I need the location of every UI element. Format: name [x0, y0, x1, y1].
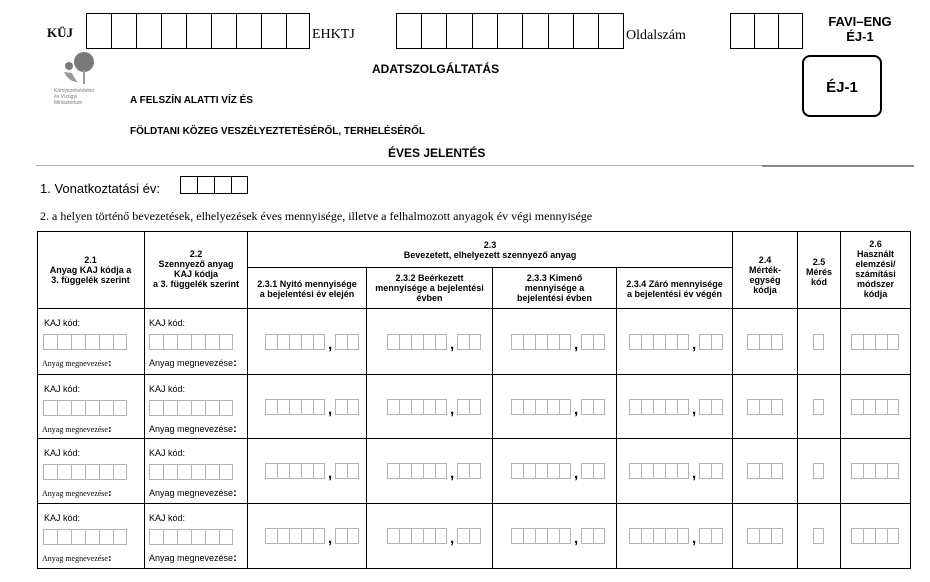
pollutant-kaj-code-label: KAJ kód: — [149, 448, 186, 458]
reference-year-label: 1. Vonatkoztatási év: — [40, 181, 160, 196]
material-name-label: Anyag megnevezése: — [42, 357, 112, 369]
emissions-table — [37, 231, 911, 569]
opening-quantity-input[interactable] — [265, 334, 325, 350]
method-code-input[interactable] — [851, 334, 899, 350]
form-code-line2: ÉJ-1 — [846, 29, 874, 44]
kaj-code-label: KAJ kód: — [44, 384, 81, 394]
decimal-comma: , — [574, 336, 579, 353]
decimal-comma: , — [450, 530, 455, 547]
incoming-quantity-input[interactable] — [387, 334, 447, 350]
opening-quantity-input-decimals[interactable] — [335, 463, 359, 479]
ministry-line-1: Környezetvédelmi — [54, 88, 94, 94]
decimal-comma: , — [328, 401, 333, 418]
pollutant-kaj-code-label: KAJ kód: — [149, 318, 186, 328]
measurement-code-input[interactable] — [813, 528, 824, 544]
unit-code-input[interactable] — [747, 463, 783, 479]
decimal-comma: , — [692, 465, 697, 482]
decimal-comma: , — [574, 530, 579, 547]
pollutant-name-label: Anyag megnevezése: — [149, 357, 237, 369]
page-number-input[interactable] — [730, 13, 803, 49]
pollutant-kaj-code-input[interactable] — [149, 529, 233, 545]
decimal-comma: , — [574, 465, 579, 482]
closing-quantity-input[interactable] — [629, 334, 689, 350]
material-kaj-code-input[interactable] — [43, 334, 127, 350]
method-code-input[interactable] — [851, 463, 899, 479]
title-line-4: ÉVES JELENTÉS — [388, 146, 486, 160]
measurement-code-input[interactable] — [813, 334, 824, 350]
section2-label: 2. a helyen történő bevezetések, elhelyezések éves mennyisége, illetve a felhalmozott anyagok év végi mennyisége — [40, 209, 593, 223]
ministry-logo-icon — [57, 48, 101, 88]
pollutant-kaj-code-input[interactable] — [149, 400, 233, 416]
col-header-2-3-2: 2.3.2 Beérkezett mennyisége a bejelentési évben — [375, 273, 484, 303]
material-name-label: Anyag megnevezése: — [42, 487, 112, 499]
incoming-quantity-input[interactable] — [387, 399, 447, 415]
ehktj-input[interactable] — [396, 13, 624, 49]
form-code-line1: FAVI–ENG — [828, 14, 892, 29]
ministry-name — [54, 88, 94, 106]
col-header-2-2: 2.2 Szennyező anyag KAJ kódja a 3. függelék szerint — [152, 249, 240, 289]
closing-quantity-input-decimals[interactable] — [699, 528, 723, 544]
ministry-line-2: és Vízügyi — [54, 94, 78, 100]
opening-quantity-input[interactable] — [265, 463, 325, 479]
material-kaj-code-input[interactable] — [43, 529, 127, 545]
opening-quantity-input-decimals[interactable] — [335, 399, 359, 415]
pollutant-kaj-code-label: KAJ kód: — [149, 513, 186, 523]
kuj-input[interactable] — [86, 13, 310, 49]
decimal-comma: , — [450, 465, 455, 482]
closing-quantity-input[interactable] — [629, 463, 689, 479]
ministry-line-3: Minisztérium — [54, 100, 83, 106]
col-header-2-3-4: 2.3.4 Záró mennyisége a bejelentési év végén — [626, 279, 723, 299]
kaj-code-label: KAJ kód: — [44, 448, 81, 458]
decimal-comma: , — [450, 336, 455, 353]
pollutant-kaj-code-input[interactable] — [149, 464, 233, 480]
incoming-quantity-input-decimals[interactable] — [457, 334, 481, 350]
decimal-comma: , — [328, 336, 333, 353]
incoming-quantity-input-decimals[interactable] — [457, 463, 481, 479]
title-line-3: FÖLDTANI KÖZEG VESZÉLYEZTETÉSÉRŐL, TERHELÉSÉRŐL — [130, 126, 426, 137]
pollutant-name-label: Anyag megnevezése: — [149, 552, 237, 564]
incoming-quantity-input-decimals[interactable] — [457, 399, 481, 415]
form-badge-text: ÉJ-1 — [826, 79, 858, 96]
measurement-code-input[interactable] — [813, 399, 824, 415]
title-line-2: A FELSZÍN ALATTI VÍZ ÉS — [130, 95, 253, 106]
opening-quantity-input[interactable] — [265, 528, 325, 544]
pollutant-name-label: Anyag megnevezése: — [149, 423, 237, 435]
unit-code-input[interactable] — [747, 334, 783, 350]
material-kaj-code-input[interactable] — [43, 400, 127, 416]
material-name-label: Anyag megnevezése: — [42, 552, 112, 564]
col-header-2-1: 2.1 Anyag KAJ kódja a 3. függelék szerint — [49, 255, 132, 285]
form-code — [810, 14, 910, 44]
header-divider-right — [762, 165, 914, 167]
kaj-code-label: KAJ kód: — [44, 513, 81, 523]
title-main: ADATSZOLGÁLTATÁS — [372, 62, 500, 76]
col-header-2-4: 2.4 Mérték- egység kódja — [748, 255, 781, 295]
unit-code-input[interactable] — [747, 399, 783, 415]
kaj-code-label: KAJ kód: — [44, 318, 81, 328]
outgoing-quantity-input-decimals[interactable] — [581, 528, 605, 544]
decimal-comma: , — [328, 530, 333, 547]
pollutant-kaj-code-input[interactable] — [149, 334, 233, 350]
method-code-input[interactable] — [851, 528, 899, 544]
ehktj-label: EHKTJ — [312, 27, 355, 42]
material-name-label: Anyag megnevezése: — [42, 423, 112, 435]
col-header-2-3-1: 2.3.1 Nyitó mennyisége a bejelentési év elején — [257, 279, 357, 299]
outgoing-quantity-input-decimals[interactable] — [581, 399, 605, 415]
unit-code-input[interactable] — [747, 528, 783, 544]
method-code-input[interactable] — [851, 399, 899, 415]
incoming-quantity-input-decimals[interactable] — [457, 528, 481, 544]
measurement-code-input[interactable] — [813, 463, 824, 479]
opening-quantity-input-decimals[interactable] — [335, 528, 359, 544]
decimal-comma: , — [692, 530, 697, 547]
decimal-comma: , — [692, 401, 697, 418]
page-number-label: Oldalszám — [626, 28, 686, 43]
opening-quantity-input-decimals[interactable] — [335, 334, 359, 350]
col-header-2-6: 2.6 Használt elemzési/ számítási módszer kódja — [855, 239, 896, 299]
decimal-comma: , — [450, 401, 455, 418]
closing-quantity-input[interactable] — [629, 399, 689, 415]
form-badge — [802, 55, 882, 117]
incoming-quantity-input[interactable] — [387, 528, 447, 544]
opening-quantity-input[interactable] — [265, 399, 325, 415]
closing-quantity-input-decimals[interactable] — [699, 463, 723, 479]
pollutant-kaj-code-label: KAJ kód: — [149, 384, 186, 394]
closing-quantity-input[interactable] — [629, 528, 689, 544]
col-header-2-3-3: 2.3.3 Kimenő mennyisége a bejelentési évben — [516, 273, 593, 303]
material-kaj-code-input[interactable] — [43, 464, 127, 480]
col-header-2-5: 2.5 Mérés kód — [805, 257, 832, 287]
decimal-comma: , — [328, 465, 333, 482]
outgoing-quantity-input-decimals[interactable] — [581, 463, 605, 479]
col-header-2-3: 2.3 Bevezetett, elhelyezett szennyező anyag — [403, 240, 577, 260]
closing-quantity-input-decimals[interactable] — [699, 334, 723, 350]
outgoing-quantity-input[interactable] — [511, 334, 571, 350]
outgoing-quantity-input-decimals[interactable] — [581, 334, 605, 350]
reference-year-input[interactable] — [180, 176, 248, 194]
decimal-comma: , — [574, 401, 579, 418]
pollutant-name-label: Anyag megnevezése: — [149, 487, 237, 499]
kuj-label: KÜJ — [47, 25, 73, 40]
incoming-quantity-input[interactable] — [387, 463, 447, 479]
outgoing-quantity-input[interactable] — [511, 399, 571, 415]
decimal-comma: , — [692, 336, 697, 353]
outgoing-quantity-input[interactable] — [511, 463, 571, 479]
closing-quantity-input-decimals[interactable] — [699, 399, 723, 415]
outgoing-quantity-input[interactable] — [511, 528, 571, 544]
